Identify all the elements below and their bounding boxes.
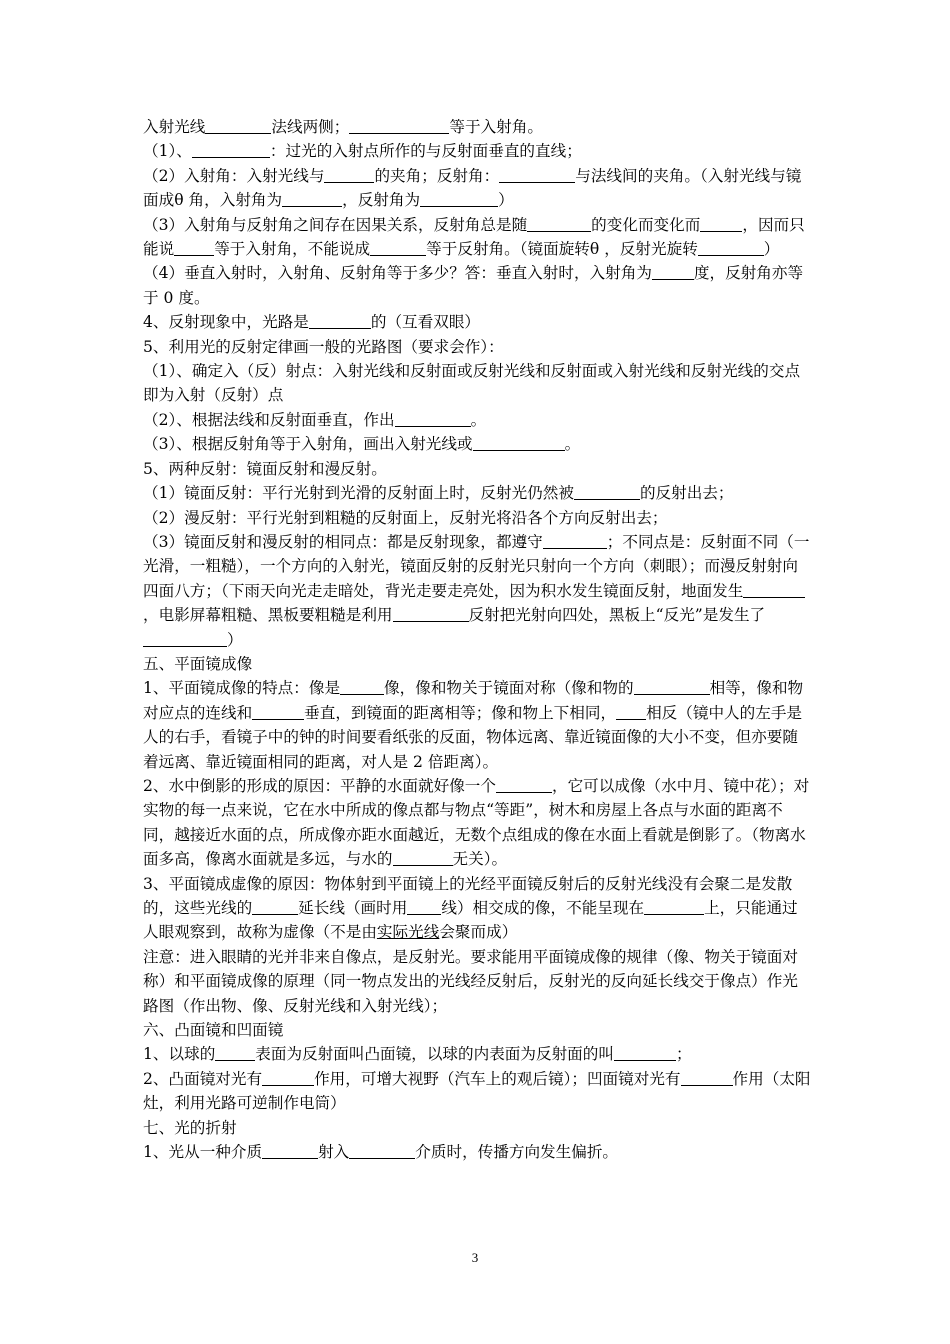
text: 与法线间的夹角。（入射光线与镜面成θ 角，入射角为 (143, 166, 802, 210)
fill-blank[interactable] (262, 1141, 318, 1159)
text: （2）漫反射：平行光射到粗糙的反射面上，反射光将沿各个方向反射出去； (143, 508, 668, 527)
text: 注意：进入眼睛的光并非来自像点，是反射光。要求能用平面镜成像的规律（像、物关于镜面对称）和平面镜成像的原理（同一物点发出的光线经反射后，反射光的反向延长线交于像点）作光路图（作出物、像、反射光线和入射光线）； (143, 947, 798, 1015)
line-note (143, 945, 813, 1018)
text: ，它可以成像（水中月、镜中花）；对实物的每一点来说，它在水中所成的像点都与物点“等距”，树木和房屋上各点与水面的距离不同，越接近水面的点，所成像亦距水面越近，无数个点组成的像在水面上看就是倒影了。（物离水面多高，像离水面就是多远，与水的 (143, 776, 810, 869)
document-body (143, 115, 813, 1164)
text: ，电影屏幕粗糙、黑板要粗糙是利用 (143, 606, 393, 625)
text: 法线两侧； (271, 118, 350, 136)
text: 无关）。 (452, 850, 508, 869)
line-refraction (143, 1140, 813, 1164)
text: （2）入射角：入射光线与 (143, 166, 325, 185)
text: ） (763, 240, 780, 259)
fill-blank[interactable] (634, 677, 710, 695)
text: 1、平面镜成像的特点：像是 (143, 679, 341, 698)
text: （1）镜面反射：平行光射到光滑的反射面上时，反射光仍然被 (143, 484, 574, 503)
line-step-1 (143, 359, 813, 408)
text: （3）、根据反射角等于入射角，画出入射光线或 (143, 435, 473, 454)
line-perpendicular (143, 261, 813, 310)
line-mirror-features (143, 676, 813, 774)
text: ； (675, 1045, 692, 1064)
text: 射入 (318, 1143, 350, 1162)
text: 度，反射角亦等于 0 度。 (143, 264, 804, 307)
text: 七、光的折射 (143, 1118, 237, 1137)
text: ） (498, 191, 514, 210)
fill-blank[interactable] (205, 116, 271, 134)
line-convex-concave (143, 1042, 813, 1066)
underlined-text: 实际光线 (376, 923, 440, 942)
text: 垂直，到镜面的距离相等；像和物上下相同， (304, 703, 617, 722)
line-two-reflections (143, 457, 813, 481)
fill-blank[interactable] (407, 897, 441, 915)
fill-blank[interactable] (616, 702, 646, 720)
fill-blank[interactable] (743, 580, 805, 598)
line-angles (143, 164, 813, 213)
text: （3）镜面反射和漫反射的相同点：都是反射现象，都遵守 (143, 532, 543, 551)
text: 2、水中倒影的形成的原因：平静的水面就好像一个 (143, 776, 496, 795)
line-compare (143, 530, 813, 652)
fill-blank[interactable] (349, 116, 449, 134)
text: 2、凸面镜对光有 (143, 1069, 263, 1088)
fill-blank[interactable] (215, 1043, 255, 1061)
fill-blank[interactable] (473, 433, 565, 451)
fill-blank[interactable] (252, 702, 304, 720)
text: 。 (564, 435, 581, 454)
text: 等于入射角。 (449, 118, 543, 136)
text: （2）、根据法线和反射面垂直，作出 (143, 410, 395, 429)
line-normal-definition (143, 139, 813, 163)
fill-blank[interactable] (282, 189, 342, 207)
text: 作用，可增大视野（汽车上的观后镜）；凹面镜对光有 (314, 1069, 681, 1088)
text: 五、平面镜成像 (143, 654, 253, 673)
line-reversible (143, 310, 813, 334)
fill-blank[interactable] (700, 214, 742, 232)
fill-blank[interactable] (192, 140, 270, 158)
fill-blank[interactable] (644, 897, 704, 915)
section-heading (143, 652, 813, 676)
text: 入射光线 (143, 118, 206, 136)
fill-blank[interactable] (652, 262, 694, 280)
fill-blank[interactable] (420, 189, 498, 207)
text: 等于反射角。（镜面旋转θ ，反射光旋转 (426, 240, 698, 259)
text: （4）垂直入射时，入射角、反射角等于多少？答：垂直入射时，入射角为 (143, 264, 652, 283)
text: 介质时，传播方向发生偏折。 (415, 1143, 619, 1162)
section-heading (143, 1018, 813, 1042)
text: 线）相交成的像，不能呈现在 (441, 899, 645, 917)
text: ：过光的入射点所作的与反射面垂直的直线； (269, 142, 582, 161)
fill-blank[interactable] (393, 848, 453, 866)
line-diffuse (143, 506, 813, 530)
fill-blank[interactable] (252, 897, 298, 915)
text: 5、利用光的反射定律画一般的光路图（要求会作）： (143, 337, 504, 356)
text: （3）入射角与反射角之间存在因果关系，反射角总是随 (143, 215, 528, 234)
text: ，反射角为 (342, 191, 421, 210)
line-virtual-image (143, 872, 813, 945)
fill-blank[interactable] (527, 214, 591, 232)
text: 的夹角；反射角： (374, 166, 500, 185)
text: 的（互看双眼） (370, 313, 481, 332)
line-incident-ray (143, 115, 813, 139)
text: 相等，像和物对应点的连线和 (143, 679, 804, 722)
fill-blank[interactable] (614, 1043, 676, 1061)
line-mirror-effects (143, 1067, 813, 1116)
text: 4、反射现象中，光路是 (143, 313, 309, 332)
text: 表面为反射面叫凸面镜，以球的内表面为反射面的叫 (255, 1045, 614, 1064)
fill-blank[interactable] (574, 482, 640, 500)
text: 延长线（画时用 (298, 899, 408, 917)
text: 会聚而成） (439, 923, 518, 942)
fill-blank[interactable] (143, 629, 227, 647)
text: 作用（太阳灶，利用光路可逆制作电筒） (143, 1069, 811, 1113)
line-causality (143, 213, 813, 262)
section-heading (143, 1116, 813, 1140)
text: 5、两种反射：镜面反射和漫反射。 (143, 459, 387, 478)
fill-blank[interactable] (370, 238, 426, 256)
text: ；不同点是：反射面不同（一光滑，一粗糙），一个方向的入射光，镜面反射的反射光只射向一个方向（刺眼）；而漫反射射向四面八方；（下雨天向光走走暗处，背光走要走亮处，因为积水发生镜面反射，地面发生 (143, 532, 810, 600)
fill-blank[interactable] (393, 604, 469, 622)
text: 上，只能通过人眼观察到，故称为虚像（不是由 (143, 899, 798, 942)
text: 反射把光射向四处，黑板上“反光”是发生了 (468, 606, 766, 625)
text: 。 (470, 410, 487, 429)
fill-blank[interactable] (349, 1141, 415, 1159)
text: 的变化而变化而 (591, 215, 701, 234)
fill-blank[interactable] (496, 775, 552, 793)
line-water-reflection (143, 774, 813, 872)
text: 相反（镜中人的左手是人的右手，看镜子中的钟的时间要看纸张的反面，物体远离、靠近镜面像的大小不变，但亦要随着远离、靠近镜面相同的距离，对人是 2 倍距离）。 (143, 703, 803, 771)
fill-blank[interactable] (698, 238, 764, 256)
text: （1）、 (143, 142, 192, 161)
fill-blank[interactable] (681, 1068, 733, 1086)
text: ） (227, 630, 243, 649)
text: （1）、确定入（反）射点：入射光线和反射面或反射光线和反射面或入射光线和反射光线的交点即为入射（反射）点 (143, 362, 801, 405)
line-step-2 (143, 408, 813, 432)
text: 1、以球的 (143, 1045, 216, 1064)
fill-blank[interactable] (309, 311, 371, 329)
page-number: 3 (471, 1250, 479, 1265)
text: 六、凸面镜和凹面镜 (143, 1021, 284, 1040)
fill-blank[interactable] (262, 1068, 314, 1086)
text: 等于入射角，不能说成 (214, 240, 371, 259)
fill-blank[interactable] (499, 165, 575, 183)
fill-blank[interactable] (324, 165, 374, 183)
text: 的反射出去； (639, 484, 734, 503)
text: ，因而只能说 (143, 215, 805, 259)
fill-blank[interactable] (395, 409, 471, 427)
line-draw-path (143, 335, 813, 359)
text: 3、平面镜成虚像的原因：物体射到平面镜上的光经平面镜反射后的反射光线没有会聚二是发散的，这些光线的 (143, 874, 793, 917)
line-specular (143, 481, 813, 505)
fill-blank[interactable] (543, 531, 607, 549)
text: 像，像和物关于镜面对称（像和物的 (384, 679, 634, 698)
fill-blank[interactable] (174, 238, 214, 256)
line-step-3 (143, 432, 813, 456)
text: 1、光从一种介质 (143, 1143, 263, 1162)
fill-blank[interactable] (340, 677, 384, 695)
